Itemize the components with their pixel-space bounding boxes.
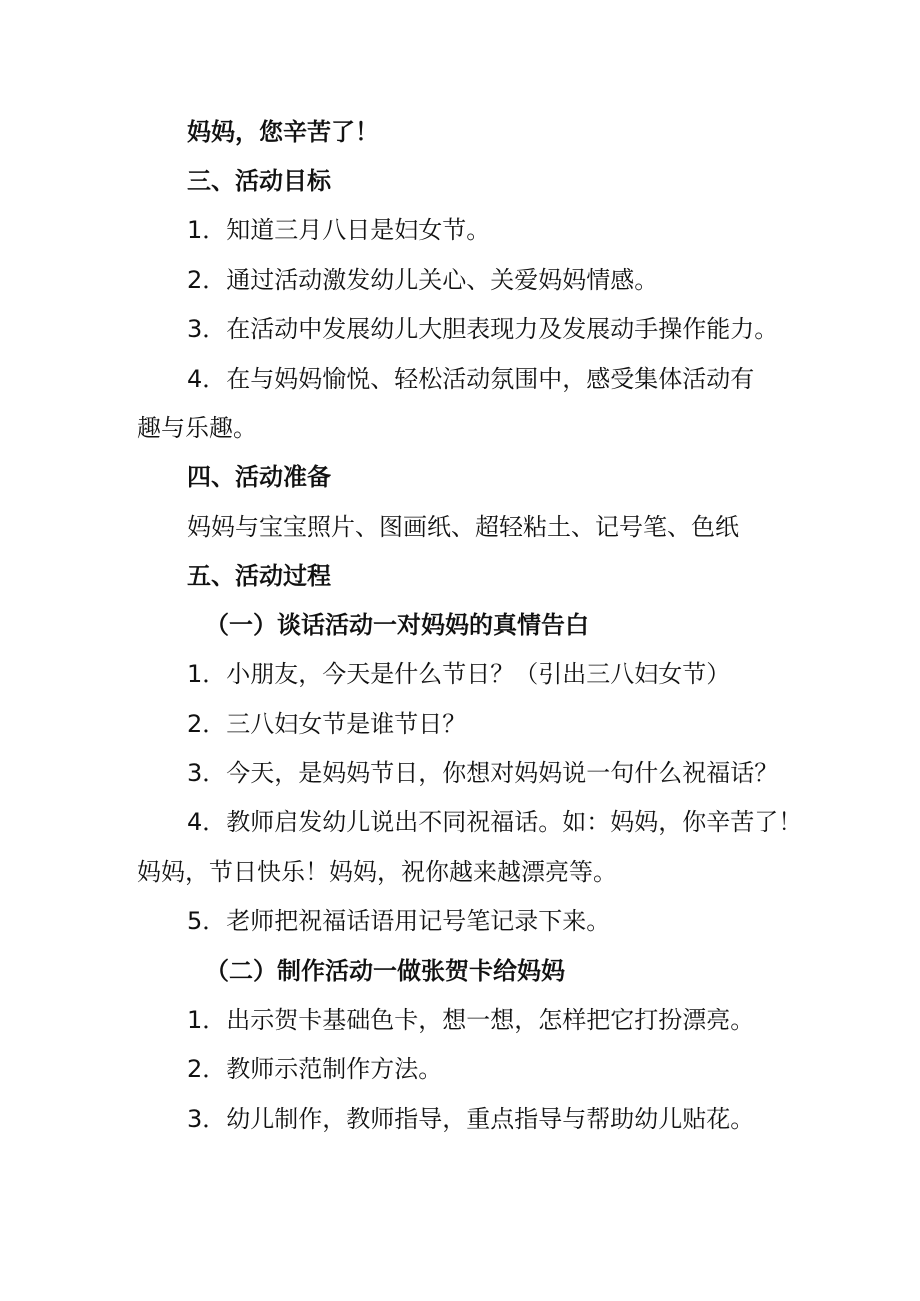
goal-item-4: 4．在与妈妈愉悦、轻松活动氛围中，感受集体活动有 (187, 365, 755, 393)
goal-item-1: 1．知道三月八日是妇女节。 (187, 216, 491, 244)
talk-item-1: 1．小朋友，今天是什么节日？（引出三八妇女节） (187, 660, 731, 688)
talk-item-2: 2．三八妇女节是谁节日？ (187, 710, 467, 738)
section-heading-process: 五、活动过程 (187, 562, 331, 590)
section-heading-preparation: 四、活动准备 (187, 463, 331, 491)
craft-item-3: 3．幼儿制作，教师指导，重点指导与帮助幼儿贴花。 (187, 1105, 755, 1133)
talk-item-4: 4．教师启发幼儿说出不同祝福话。如：妈妈，你辛苦了！ (187, 808, 803, 836)
subsection-heading-talk: （一）谈话活动一对妈妈的真情告白 (205, 611, 589, 639)
craft-item-1: 1．出示贺卡基础色卡，想一想，怎样把它打扮漂亮。 (187, 1006, 755, 1034)
section-heading-goals: 三、活动目标 (187, 167, 331, 195)
closing-phrase: 妈妈，您辛苦了！ (187, 118, 379, 146)
talk-item-4-continued: 妈妈，节日快乐！妈妈，祝你越来越漂亮等。 (137, 858, 617, 886)
goal-item-4-continued: 趣与乐趣。 (137, 414, 257, 442)
preparation-materials: 妈妈与宝宝照片、图画纸、超轻粘土、记号笔、色纸 (187, 513, 739, 541)
subsection-heading-craft: （二）制作活动一做张贺卡给妈妈 (205, 957, 565, 985)
craft-item-2: 2．教师示范制作方法。 (187, 1055, 443, 1083)
talk-item-3: 3．今天，是妈妈节日，你想对妈妈说一句什么祝福话？ (187, 759, 779, 787)
goal-item-2: 2．通过活动激发幼儿关心、关爱妈妈情感。 (187, 266, 659, 294)
talk-item-5: 5．老师把祝福话语用记号笔记录下来。 (187, 907, 611, 935)
goal-item-3: 3．在活动中发展幼儿大胆表现力及发展动手操作能力。 (187, 315, 779, 343)
